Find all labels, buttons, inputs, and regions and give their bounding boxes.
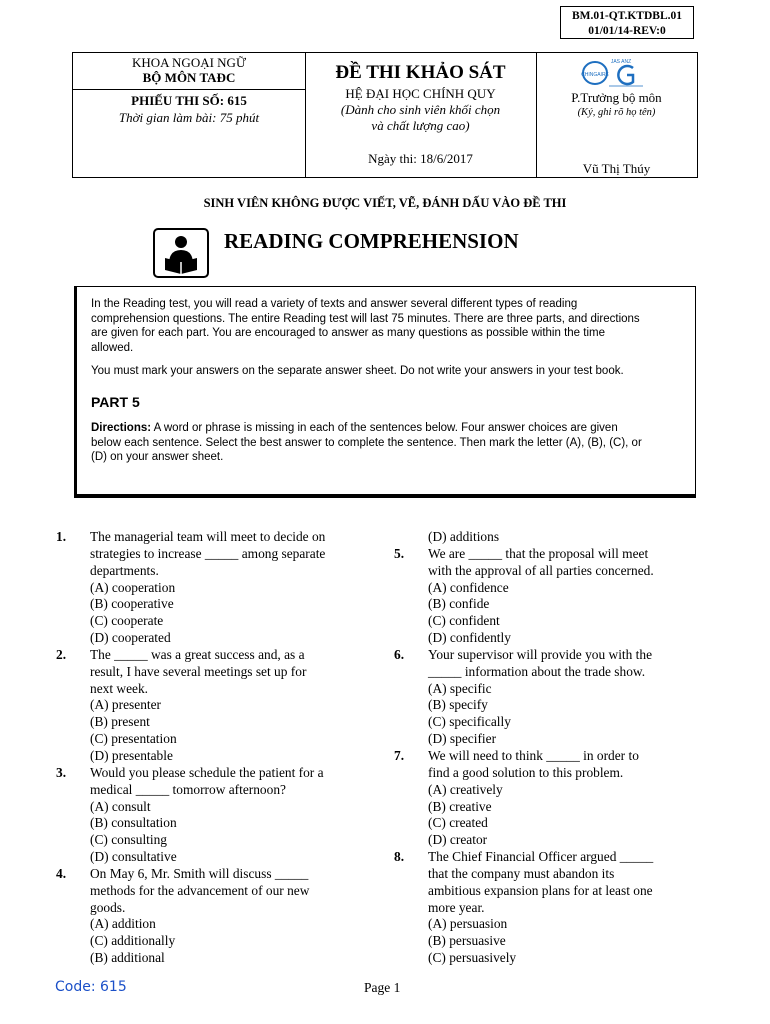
question-text: next week.: [90, 680, 149, 696]
footer-code: Code: 615: [55, 979, 127, 995]
directions-line-1: A word or phrase is missing in each of the sentences below. Four answer choices are given: [151, 422, 618, 434]
head-name: Vũ Thị Thúy: [582, 161, 651, 176]
answer-option: (D) confidently: [428, 630, 511, 646]
target-line-2: và chất lượng cao): [371, 118, 470, 133]
question-text: On May 6, Mr. Smith will discuss _____: [90, 865, 309, 881]
question-number: 7.: [394, 747, 405, 763]
answer-option: (A) specific: [428, 680, 492, 696]
answer-option: (B) present: [90, 714, 150, 730]
question-text: The Chief Financial Officer argued _____: [428, 849, 654, 865]
answer-option: (D) specifier: [428, 731, 497, 747]
question-text: medical _____ tomorrow afternoon?: [90, 781, 286, 797]
question-text: The managerial team will meet to decide on: [90, 529, 326, 544]
answer-option: (C) persuasively: [428, 950, 517, 966]
form-code-line1: BM.01-QT.KTDBL.01: [571, 10, 682, 22]
logo-jas-text: JAS ANZ: [610, 59, 632, 65]
question-text: We will need to think _____ in order to: [428, 747, 639, 763]
question-text: _____ information about the trade show.: [428, 663, 646, 679]
head-title: P.Trưởng bộ môn: [571, 90, 662, 105]
answer-option: (C) cooperate: [90, 613, 164, 629]
form-code-line2: 01/01/14-REV:0: [588, 25, 666, 37]
logo-brand-text: CHINGAIRE: [581, 72, 609, 78]
answer-option: (D) creator: [428, 832, 488, 848]
question-text: methods for the advancement of our new: [90, 882, 310, 898]
answer-option: (B) persuasive: [428, 933, 506, 949]
instructions-box: [74, 286, 696, 498]
question-text: Your supervisor will provide you with the: [428, 646, 653, 662]
answer-option: (A) addition: [90, 916, 156, 932]
form-code-box: [560, 6, 694, 39]
answer-option: (C) consulting: [90, 832, 167, 848]
answer-option: (A) cooperation: [90, 579, 176, 595]
answer-sheet-note: You must mark your answers on the separate answer sheet. Do not write your answers in your test book.: [91, 365, 624, 377]
intro-line-4: allowed.: [91, 341, 134, 354]
answer-option: (B) creative: [428, 798, 492, 814]
question-number: 3.: [56, 764, 67, 780]
part-title: PART 5: [91, 393, 140, 410]
question-item: [56, 765, 361, 866]
answer-option: (C) created: [428, 815, 488, 831]
intro-line-2: comprehension questions. The entire Reading test will last 75 minutes. There are three parts, and directions: [91, 312, 640, 325]
certification-logo: [581, 56, 647, 90]
questions-right-column: [394, 529, 699, 967]
question-text: that the company must abandon its: [428, 865, 615, 881]
section-title: READING COMPREHENSION: [224, 229, 519, 253]
question-number: 8.: [394, 849, 405, 865]
question-item: [56, 647, 361, 765]
question-text: goods.: [90, 899, 126, 915]
answer-option: (D) consultative: [90, 849, 177, 865]
intro-line-1: In the Reading test, you will read a variety of texts and answer several different types of reading: [91, 298, 578, 310]
question-text: more year.: [428, 899, 485, 915]
answer-option: (D) cooperated: [90, 630, 171, 646]
target-students: [305, 102, 536, 134]
questions-left-column: [56, 529, 361, 967]
question-item: [56, 866, 361, 967]
question-number: 5.: [394, 545, 405, 561]
option-text: (D) additions: [428, 529, 500, 544]
answer-option: (B) specify: [428, 697, 488, 713]
program-name: HỆ ĐẠI HỌC CHÍNH QUY: [345, 86, 496, 101]
question-text: find a good solution to this problem.: [428, 764, 624, 780]
answer-option: (A) persuasion: [428, 916, 508, 932]
question-number: 2.: [56, 646, 67, 662]
answer-option: (A) presenter: [90, 697, 162, 713]
question-text: We are _____ that the proposal will meet: [428, 545, 649, 561]
exam-header-table: [72, 52, 698, 178]
department-name: BỘ MÔN TAĐC: [142, 70, 236, 85]
question-text: departments.: [90, 562, 159, 578]
reading-icon: [153, 228, 209, 278]
question-text: result, I have several meetings set up for: [90, 663, 307, 679]
sheet-number: PHIẾU THI SỐ: 615: [131, 93, 247, 108]
answer-option: (B) confide: [428, 596, 490, 612]
question-item: [394, 546, 699, 647]
question-item: [56, 529, 361, 647]
page-number: Page 1: [364, 980, 401, 995]
answer-option: (C) confident: [428, 613, 500, 629]
answer-option: (A) creatively: [428, 781, 503, 797]
question-4-continued: [394, 529, 699, 546]
no-marking-warning: SINH VIÊN KHÔNG ĐƯỢC VIẾT, VẼ, ĐÁNH DẤU VÀO ĐỀ THI: [203, 196, 567, 210]
directions-line-2: below each sentence. Select the best answer to complete the sentence. Then mark the letter (A), (B), (C), or: [91, 436, 642, 449]
answer-option: (C) specifically: [428, 714, 511, 730]
answer-option: (A) consult: [90, 798, 151, 814]
answer-option: (B) additional: [90, 950, 165, 966]
answer-option: (A) confidence: [428, 579, 509, 595]
answer-option: (B) consultation: [90, 815, 177, 831]
question-text: The _____ was a great success and, as a: [90, 646, 305, 662]
sign-note: (Ký, ghi rõ họ tên): [577, 107, 656, 118]
question-item: [394, 647, 699, 748]
question-text: with the approval of all parties concerned.: [428, 562, 654, 578]
directions-label: Directions:: [91, 422, 152, 434]
faculty-name: KHOA NGOẠI NGỮ: [131, 55, 247, 70]
intro-paragraph: [91, 297, 681, 355]
target-line-1: (Dành cho sinh viên khối chọn: [340, 102, 501, 117]
question-number: 6.: [394, 646, 405, 662]
question-number: 1.: [56, 529, 67, 544]
question-item: [394, 849, 699, 967]
question-text: ambitious expansion plans for at least one: [428, 882, 653, 898]
question-text: Would you please schedule the patient for a: [90, 764, 324, 780]
answer-option: (C) presentation: [90, 731, 177, 747]
intro-line-3: are given for each part. You are encouraged to answer as many questions as possible within the time: [91, 327, 605, 339]
exam-date: Ngày thi: 18/6/2017: [368, 151, 473, 166]
header-left-cell: [73, 53, 306, 177]
directions-line-3: (D) on your answer sheet.: [91, 451, 224, 463]
question-text: strategies to increase _____ among separate: [90, 545, 326, 561]
answer-option: (D) presentable: [90, 747, 173, 763]
question-item: [394, 748, 699, 849]
exam-duration: Thời gian làm bài: 75 phút: [118, 110, 260, 125]
answer-option: (B) cooperative: [90, 596, 174, 612]
exam-title: ĐỀ THI KHẢO SÁT: [335, 62, 506, 83]
answer-option: (C) additionally: [90, 933, 176, 949]
header-mid-cell: [305, 53, 537, 177]
question-number: 4.: [56, 865, 67, 881]
header-right-cell: [536, 53, 697, 177]
directions-paragraph: [91, 421, 681, 465]
header-divider: [73, 89, 305, 90]
